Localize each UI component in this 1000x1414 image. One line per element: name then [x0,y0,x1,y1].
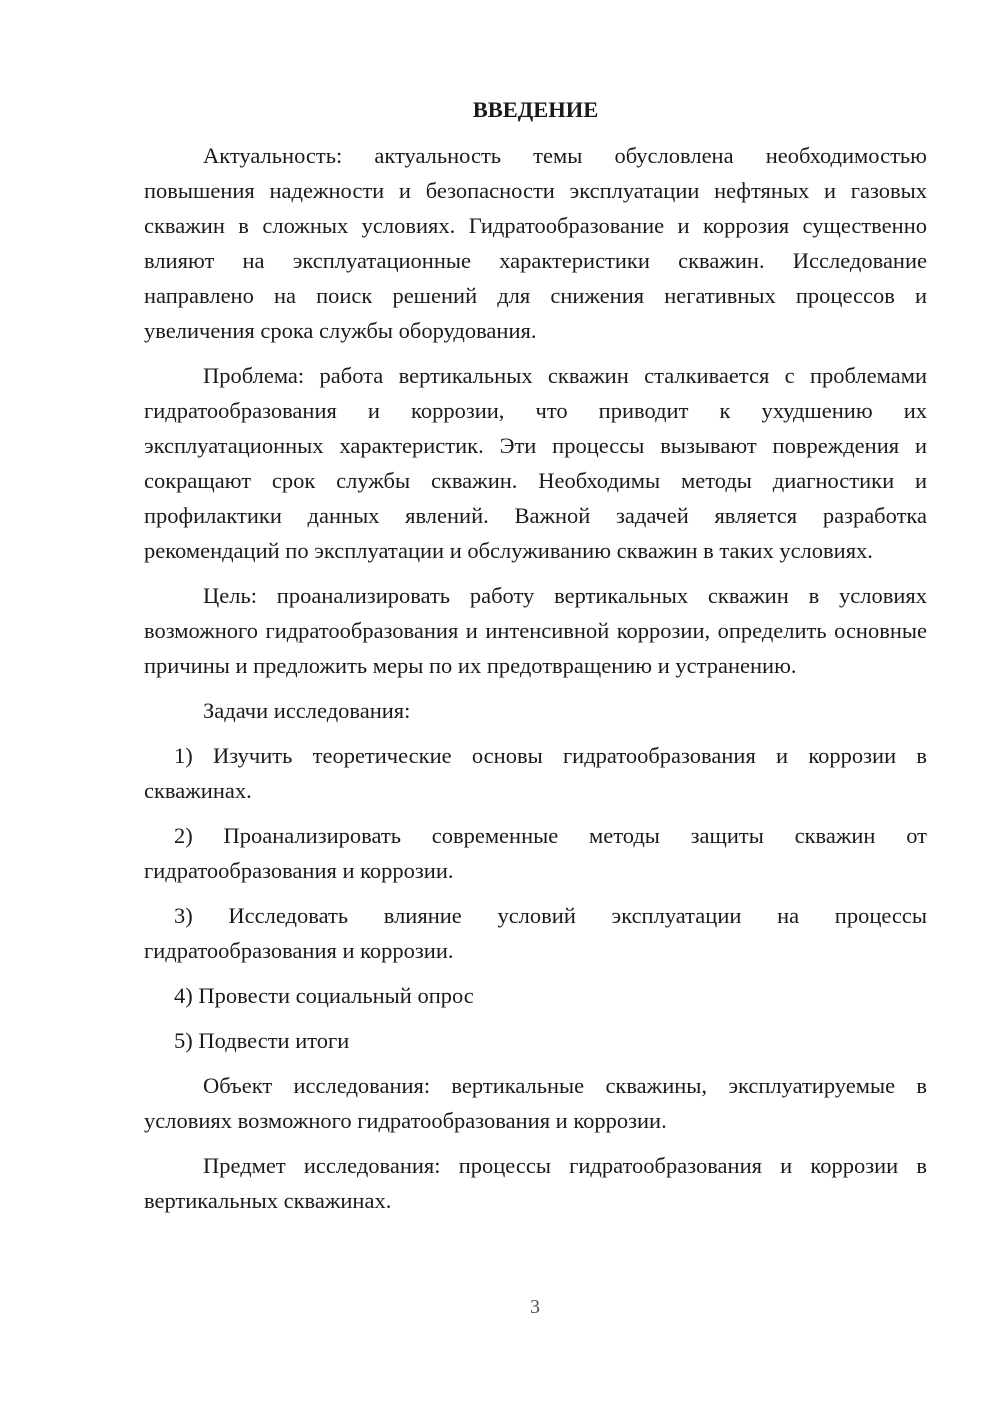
task-item-3: 3) Исследовать влияние условий эксплуатации на процессы гидратообразования и коррозии. [144,903,927,963]
object-paragraph: Объект исследования: вертикальные скважины, эксплуатируемые в условиях возможного гидратообразования и коррозии. [144,1073,927,1133]
task-item-5: 5) Подвести итоги [174,1028,350,1053]
page-number: 3 [530,1296,540,1318]
task-item-1: 1) Изучить теоретические основы гидратообразования и коррозии в скважинах. [144,743,927,803]
task-item-2: 2) Проанализировать современные методы защиты скважин от гидратообразования и коррозии. [144,823,927,883]
section-heading: ВВЕДЕНИЕ [472,97,599,122]
problem-paragraph: Проблема: работа вертикальных скважин сталкивается с проблемами гидратообразования и коррозии, что приводит к ухудшению их эксплуатационных характеристик. Эти процессы вызывают повреждения и сокращают срок службы скважин. Необходимы методы диагностики и профилактики данных явлений. Важной задачей является разработка рекомендаций по эксплуатации и обслуживанию скважин в таких условиях. [144,363,927,563]
page-content [144,92,927,1228]
relevance-paragraph: Актуальность: актуальность темы обусловлена необходимостью повышения надежности и безопасности эксплуатации нефтяных и газовых скважин в сложных условиях. Гидратообразование и коррозия существенно влияют на эксплуатационные характеристики скважин. Исследование направлено на поиск решений для снижения негативных процессов и увеличения срока службы оборудования. [144,143,927,343]
task-item-4: 4) Провести социальный опрос [174,983,474,1008]
subject-paragraph: Предмет исследования: процессы гидратообразования и коррозии в вертикальных скважинах. [144,1153,927,1213]
tasks-title: Задачи исследования: [203,698,411,723]
goal-paragraph: Цель: проанализировать работу вертикальных скважин в условиях возможного гидратообразования и интенсивной коррозии, определить основные причины и предложить меры по их предотвращению и устранению. [144,583,927,678]
